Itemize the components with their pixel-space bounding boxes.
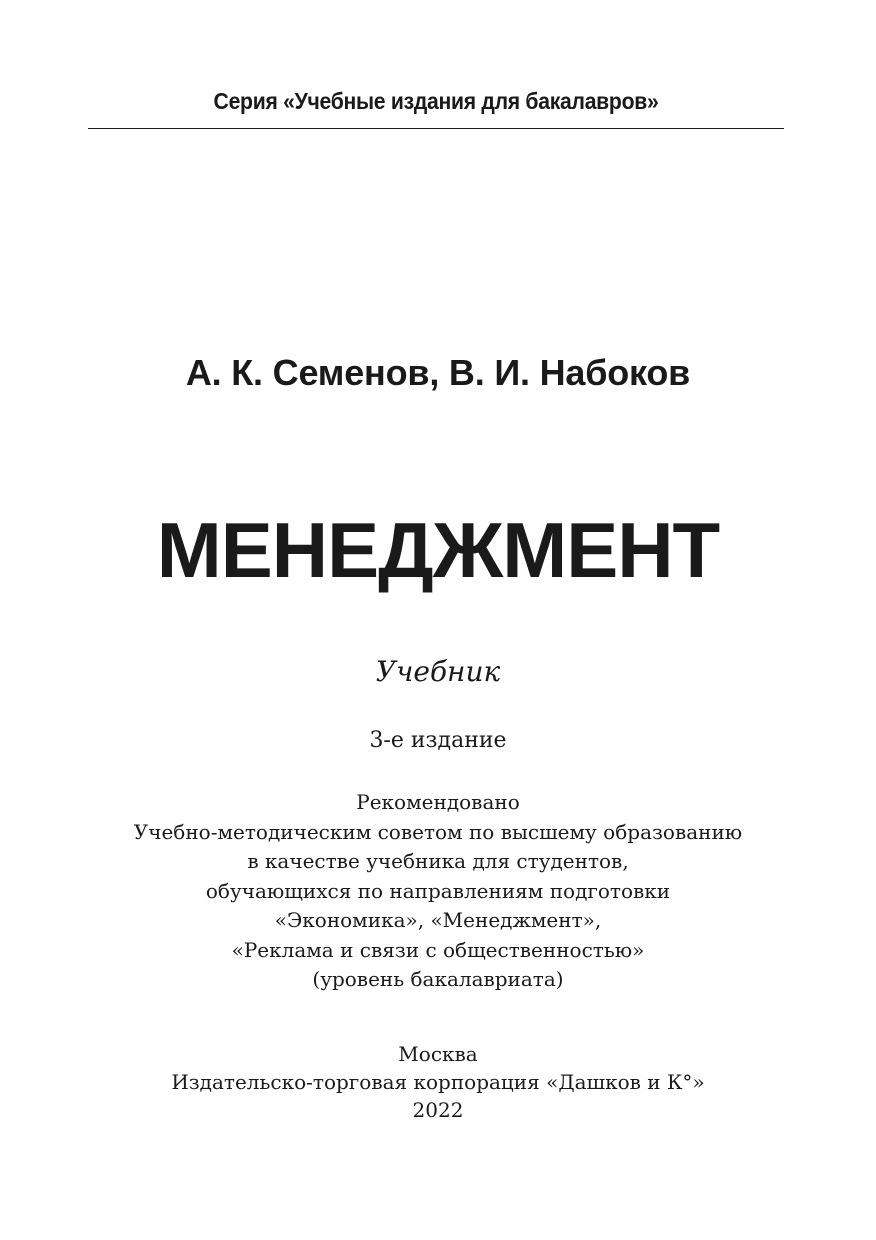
recommendation-line: «Реклама и связи с общественностью»: [231, 937, 645, 962]
book-authors: А. К. Семенов, В. И. Набоков: [185, 352, 691, 393]
imprint-block: [0, 1040, 876, 1124]
recommendation-line: в качестве учебника для студентов,: [247, 849, 629, 873]
imprint-city: Москва: [398, 1042, 478, 1066]
recommendation-block: [0, 788, 876, 995]
recommendation-line: «Экономика», «Менеджмент»,: [274, 908, 602, 932]
recommendation-line: (уровень бакалавриата): [312, 967, 564, 991]
book-edition: 3-е издание: [369, 728, 507, 753]
imprint-year: 2022: [412, 1098, 464, 1122]
imprint-publisher: Издательско-торговая корпорация «Дашков и К°»: [171, 1070, 705, 1094]
recommendation-line: Рекомендовано: [356, 790, 520, 814]
header-divider: [88, 128, 784, 129]
series-heading: Серия «Учебные издания для бакалавров»: [213, 88, 659, 114]
recommendation-line: Учебно-методическим советом по высшему образованию: [133, 819, 743, 844]
book-title: МЕНЕДЖМЕНТ: [156, 506, 720, 594]
book-subtitle: Учебник: [375, 655, 501, 688]
recommendation-line: обучающихся по направлениям подготовки: [205, 878, 671, 903]
